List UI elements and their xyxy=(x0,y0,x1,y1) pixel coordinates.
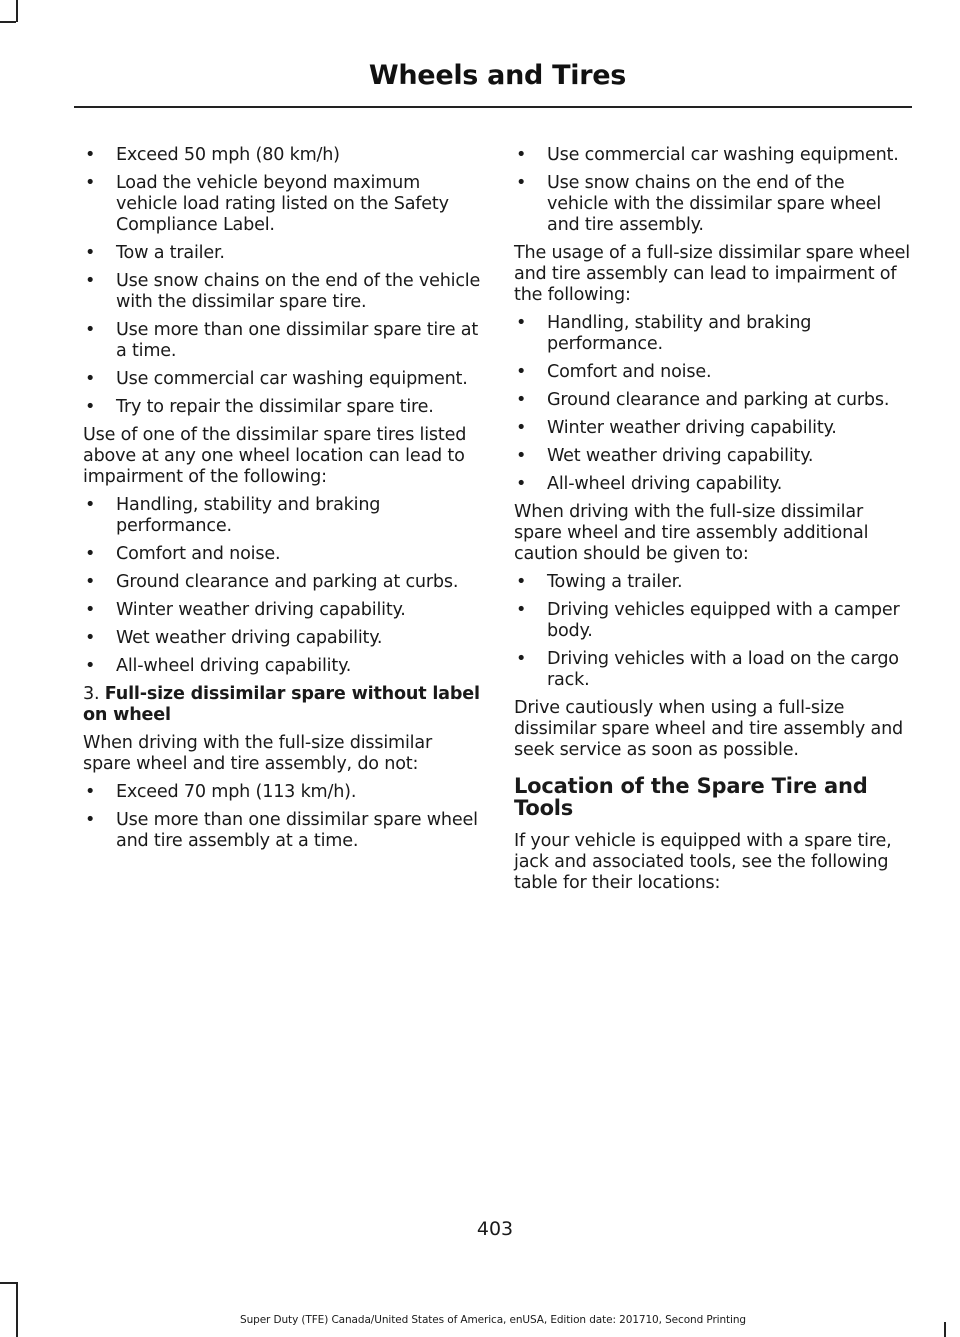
paragraph: When driving with the full-size dissimilar spare wheel and tire assembly, do not: xyxy=(83,733,432,774)
left-bullet-list-1 xyxy=(83,145,483,418)
paragraph: The usage of a full-size dissimilar spare wheel and tire assembly can lead to impairment of the following: xyxy=(514,243,910,305)
left-bullet-list-3 xyxy=(83,782,483,852)
header-rule xyxy=(74,106,912,108)
paragraph: If your vehicle is equipped with a spare tire, jack and associated tools, see the following table for their locations: xyxy=(514,831,892,893)
left-column xyxy=(83,145,483,859)
bullet-icon: • xyxy=(85,572,96,592)
list-item: • Driving vehicles with a load on the cargo rack. xyxy=(516,649,899,690)
bullet-icon: • xyxy=(85,810,96,830)
list-item: • Exceed 70 mph (113 km/h). xyxy=(85,782,357,802)
list-item: • Tow a trailer. xyxy=(85,243,225,263)
bullet-icon: • xyxy=(516,313,527,333)
bullet-icon: • xyxy=(85,782,96,802)
list-item: • Wet weather driving capability. xyxy=(516,446,814,466)
crop-mark-bottom-right-vertical xyxy=(944,1322,946,1337)
list-item: • Wet weather driving capability. xyxy=(85,628,383,648)
crop-mark-bottom-left-horizontal xyxy=(0,1282,16,1284)
list-item: • Use commercial car washing equipment. xyxy=(85,369,468,389)
list-item: • Use more than one dissimilar spare wheel and tire assembly at a time. xyxy=(85,810,478,851)
bullet-icon: • xyxy=(85,397,96,417)
bullet-icon: • xyxy=(516,572,527,592)
bullet-icon: • xyxy=(85,145,96,165)
list-item: • Use more than one dissimilar spare tire at a time. xyxy=(85,320,479,361)
bullet-icon: • xyxy=(516,600,527,620)
list-item: • Comfort and noise. xyxy=(516,362,712,382)
list-item: • Use snow chains on the end of the vehicle with the dissimilar spare wheel and tire assembly. xyxy=(516,173,882,235)
bullet-icon: • xyxy=(85,243,96,263)
list-item: • Use commercial car washing equipment. xyxy=(516,145,899,165)
subheading xyxy=(83,684,483,726)
list-item: • Winter weather driving capability. xyxy=(85,600,406,620)
bullet-icon: • xyxy=(516,145,527,165)
bullet-icon: • xyxy=(85,628,96,648)
bullet-icon: • xyxy=(516,390,527,410)
bullet-icon: • xyxy=(85,173,96,193)
right-bullet-list-3 xyxy=(514,572,910,691)
right-bullet-list-1 xyxy=(514,145,910,236)
list-item: • All-wheel driving capability. xyxy=(516,474,783,494)
list-item: • Use snow chains on the end of the vehicle with the dissimilar spare tire. xyxy=(85,271,481,312)
bullet-icon: • xyxy=(85,369,96,389)
bullet-icon: • xyxy=(85,600,96,620)
list-item: • Handling, stability and braking performance. xyxy=(85,495,381,536)
crop-mark-top-left-horizontal xyxy=(0,21,16,23)
bullet-icon: • xyxy=(85,544,96,564)
section-heading: Location of the Spare Tire and Tools xyxy=(514,774,868,820)
bullet-icon: • xyxy=(516,362,527,382)
list-item: • Towing a trailer. xyxy=(516,572,683,592)
subheading-text: Full-size dissimilar spare without label on wheel xyxy=(83,684,480,725)
bullet-icon: • xyxy=(85,495,96,515)
list-item: • Try to repair the dissimilar spare tire. xyxy=(85,397,434,417)
list-item: • Winter weather driving capability. xyxy=(516,418,837,438)
right-column xyxy=(514,145,910,901)
section-title: Wheels and Tires xyxy=(368,60,626,91)
list-item: • Driving vehicles equipped with a camper body. xyxy=(516,600,900,641)
paragraph: Use of one of the dissimilar spare tires listed above at any one wheel location can lead to impairment of the following: xyxy=(83,425,467,487)
list-item: • Handling, stability and braking performance. xyxy=(516,313,812,354)
list-item: • Exceed 50 mph (80 km/h) xyxy=(85,145,340,165)
bullet-icon: • xyxy=(85,320,96,340)
left-bullet-list-2 xyxy=(83,495,483,677)
list-item: • Load the vehicle beyond maximum vehicle load rating listed on the Safety Compliance Label. xyxy=(85,173,449,235)
bullet-icon: • xyxy=(516,474,527,494)
page-number: 403 xyxy=(476,1218,514,1240)
subheading-number: 3. xyxy=(83,684,100,704)
list-item: • All-wheel driving capability. xyxy=(85,656,352,676)
bullet-icon: • xyxy=(516,418,527,438)
right-bullet-list-2 xyxy=(514,313,910,495)
paragraph: When driving with the full-size dissimilar spare wheel and tire assembly additional caution should be given to: xyxy=(514,502,869,564)
bullet-icon: • xyxy=(516,173,527,193)
crop-mark-top-left-vertical xyxy=(16,0,18,22)
paragraph: Drive cautiously when using a full-size dissimilar spare wheel and tire assembly and seek service as soon as possible. xyxy=(514,698,904,760)
list-item: • Ground clearance and parking at curbs. xyxy=(85,572,459,592)
bullet-icon: • xyxy=(85,656,96,676)
bullet-icon: • xyxy=(516,649,527,669)
bullet-icon: • xyxy=(85,271,96,291)
crop-mark-bottom-left-vertical xyxy=(16,1282,18,1337)
footer-edition-info: Super Duty (TFE) Canada/United States of America, enUSA, Edition date: 201710, Second Printing xyxy=(240,1314,746,1326)
list-item: • Ground clearance and parking at curbs. xyxy=(516,390,890,410)
list-item: • Comfort and noise. xyxy=(85,544,281,564)
bullet-icon: • xyxy=(516,446,527,466)
